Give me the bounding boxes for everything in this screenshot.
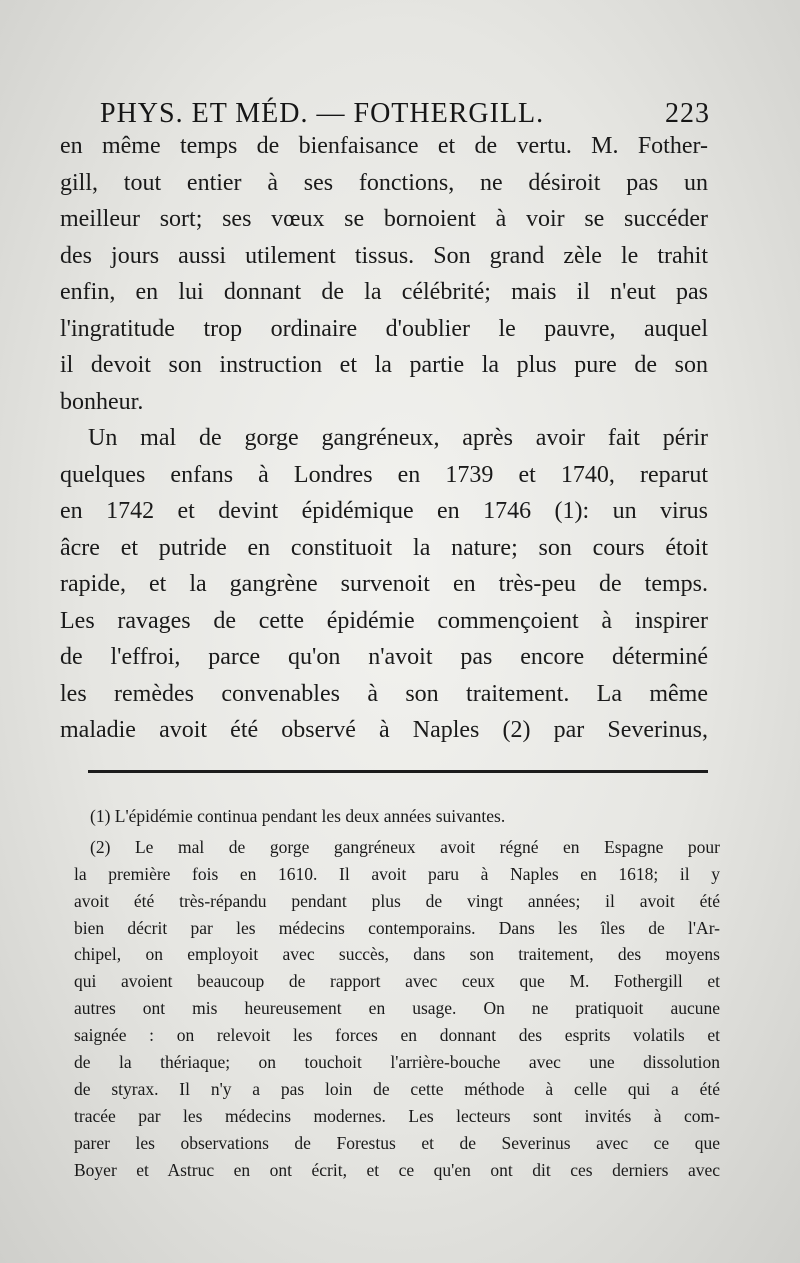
text-line: rapide, et la gangrène survenoit en très-peu de temps.: [60, 571, 708, 597]
main-text: [60, 128, 708, 749]
footnote-2-line: qui avoient beaucoup de rapport avec ceux que M. Fothergill et: [74, 971, 720, 992]
footnote-2-line: avoit été très-répandu pendant plus de vingt années; il avoit été: [74, 890, 720, 911]
footnote-2-line: saignée : on relevoit les forces en donnant des esprits volatils et: [74, 1025, 720, 1046]
text-line: âcre et putride en constituoit la nature; son cours étoit: [60, 534, 708, 561]
footnote-2-line: bien décrit par les médecins contemporains. Dans les îles de l'Ar-: [74, 917, 720, 938]
footnotes: [74, 803, 720, 1183]
footnote-2-line: Boyer et Astruc en ont écrit, et ce qu'en ont dit ces derniers avec: [74, 1159, 720, 1180]
text-line: en même temps de bienfaisance et de vertu. M. Fother-: [60, 133, 708, 159]
footnote-2-line: la première fois en 1610. Il avoit paru à Naples en 1618; il y: [74, 863, 720, 884]
footnote-2-line: de styrax. Il n'y a pas loin de cette méthode à celle qui a été: [74, 1078, 720, 1099]
footnote-2-line: chipel, on employoit avec succès, dans son traitement, des moyens: [74, 944, 720, 965]
page-number: 223: [665, 98, 710, 129]
text-line: quelques enfans à Londres en 1739 et 1740, reparut: [60, 461, 708, 488]
text-line: des jours aussi utilement tissus. Son grand zèle le trahit: [60, 242, 708, 269]
text-line: de l'effroi, parce qu'on n'avoit pas encore déterminé: [60, 644, 708, 670]
text-line: en 1742 et devint épidémique en 1746 (1): un virus: [60, 498, 708, 524]
text-line: bonheur.: [60, 388, 144, 415]
footnote-2-line: de la thériaque; on touchoit l'arrière-bouche avec une dissolution: [74, 1052, 720, 1073]
text-line: gill, tout entier à ses fonctions, ne désiroit pas un: [60, 169, 708, 196]
footnote-2-line: parer les observations de Forestus et de Severinus avec ce que: [74, 1132, 720, 1153]
text-line: il devoit son instruction et la partie la plus pure de son: [60, 352, 708, 378]
footnote-1: (1) L'épidémie continua pendant les deux années suivantes.: [90, 806, 506, 826]
running-title: PHYS. ET MÉD. — FOTHERGILL.: [100, 98, 545, 129]
text-line: Les ravages de cette épidémie commençoient à inspirer: [60, 607, 708, 634]
footnote-2-line: autres ont mis heureusement en usage. On ne pratiquoit aucune: [74, 998, 720, 1019]
footnote-separator-rule: [88, 770, 708, 773]
footnote-2-line: (2) Le mal de gorge gangréneux avoit régné en Espagne pour: [90, 836, 720, 857]
text-line: maladie avoit été observé à Naples (2) par Severinus,: [60, 717, 708, 743]
text-line: meilleur sort; ses vœux se bornoient à voir se succéder: [60, 206, 708, 232]
text-line: l'ingratitude trop ordinaire d'oublier le pauvre, auquel: [60, 315, 708, 342]
footnote-2-line: tracée par les médecins modernes. Les lecteurs sont invités à com-: [74, 1105, 720, 1126]
text-line: Un mal de gorge gangréneux, après avoir fait périr: [88, 425, 708, 451]
text-line: les remèdes convenables à son traitement. La même: [60, 680, 708, 707]
text-line: enfin, en lui donnant de la célébrité; mais il n'eut pas: [60, 279, 708, 305]
